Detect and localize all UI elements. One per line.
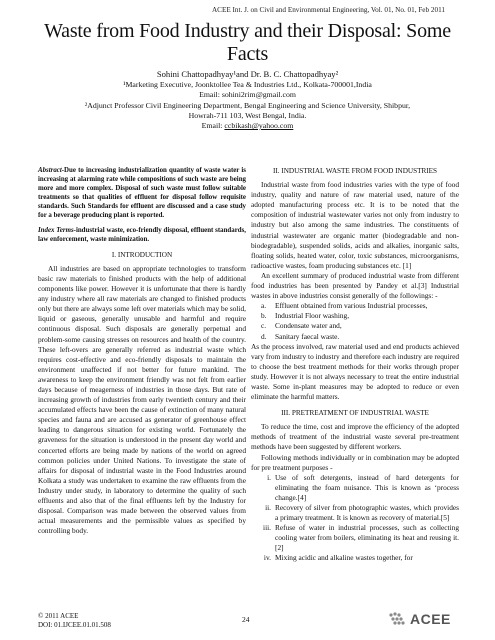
- email-1: Email: sohini2rim@gmail.com: [199, 90, 296, 100]
- journal-header: ACEE Int. J. on Civil and Environmental Engineering, Vol. 01, No. 01, Feb 2011: [211, 6, 445, 14]
- email-2-link[interactable]: ccbikash@yahoo.com: [224, 121, 294, 131]
- left-column: [38, 166, 246, 536]
- list-item: [261, 311, 459, 321]
- abstract-text: Due to increasing industrialization quantity of waste water is increasing at alarming rate while compositions of such waste are being more and more complex. Disposal of such waste must follow suitable treatments so that qualities of effluent for disposal follow requisite standards. Such Standards for effluent are discussed and a case study for a beverage producing plant is reported.: [38, 167, 246, 220]
- list-item-text: Mixing acidic and alkaline wastes together, for: [275, 553, 413, 563]
- waste-types-list: [251, 301, 459, 341]
- footer-info: [38, 612, 111, 629]
- index-terms-label: Index Terms-: [38, 226, 76, 234]
- logo-dots-icon: [388, 611, 408, 627]
- list-item: [265, 473, 459, 503]
- list-item: [261, 321, 459, 331]
- affiliation-2-line-1: ²Adjunct Professor Civil Engineering Department, Bengal Engineering and Science University, Shibpur,: [84, 100, 411, 110]
- list-marker: a.: [261, 301, 267, 311]
- acee-logo: [388, 611, 451, 627]
- copyright: © 2011 ACEE: [38, 612, 79, 620]
- list-item-text: Effluent obtained from various Industrial processes,: [275, 301, 428, 311]
- list-item-text: Use of soft detergents, instead of hard detergents for eliminating the foam nuisance. This is known as ‘process change.[4]: [275, 472, 459, 502]
- index-terms-text: industrial waste, eco-friendly disposal, effluent standards, law enforcement, waste minimization.: [38, 226, 246, 243]
- doi: DOI: 01.IJCEE.01.01.508: [38, 620, 111, 629]
- list-marker: d.: [261, 331, 267, 341]
- section-3-paragraph-1: To reduce the time, cost and improve the efficiency of the adopted methods of treatment of the industrial waste several pre-treatment methods have been suggested by different workers.: [251, 422, 459, 452]
- list-item-text: Condensate water and,: [275, 321, 342, 331]
- affiliation-1: ¹Marketing Executive, Joonktollee Tea & Industries Ltd., Kolkata-700001,India: [123, 80, 372, 90]
- list-item: [261, 301, 459, 311]
- affiliation-2-line-2: Howrah-711 103, West Bengal, India.: [188, 110, 307, 120]
- abstract: [38, 166, 246, 221]
- list-item: [265, 523, 459, 553]
- section-heading-introduction: I. INTRODUCTION: [111, 250, 173, 259]
- list-item-text: Recovery of silver from photographic wastes, which provides a primary treatment. It is known as recovery of material.[5]: [275, 503, 459, 523]
- email-2-line: [40, 121, 455, 131]
- list-item-text: Sanitary faecal waste.: [275, 331, 340, 341]
- paper-title: Waste from Food Industry and their Disposal: Some Facts: [44, 20, 451, 65]
- list-item: [265, 553, 459, 563]
- section-2-paragraph-3: As the process involved, raw material used and end products achieved vary from industry to industry and therefore each industry are required to choose the best treatment methods for their works through proper study. However it is not always necessary to treat the entire industrial waste. Some in-plant measures may be adopted to reduce or even eliminate the harmful matters.: [251, 341, 459, 402]
- list-item: [261, 331, 459, 342]
- index-terms: [38, 226, 246, 244]
- section-2-paragraph-1: Industrial waste from food industries varies with the type of food industry, quality and nature of raw material used, nature of the adopted manufacturing process etc. It is to be noted that the composition of industrial wastewater varies not only from industry to industry but also among the same industries. The constituents of industrial wastewater are organic matter (biodegradable and non-biodegradable), suspended solids, acids and alkalies, inorganic salts, floating solids, heated water, color, toxic substances, microorganisms, radioactive wastes, foam producing substances etc. [1]: [251, 180, 459, 270]
- list-marker: c.: [261, 321, 267, 331]
- section-heading-pretreatment: III. PRETREATMENT OF INDUSTRIAL WASTE: [281, 409, 429, 418]
- right-column: [251, 166, 459, 564]
- author-block: [40, 69, 455, 131]
- pretreatment-methods-list: [251, 473, 459, 564]
- email-2-prefix: Email:: [201, 121, 225, 131]
- list-item: [265, 503, 459, 523]
- section-2-paragraph-2: An excellent summary of produced industrial waste from different food industries has been presented by Pandey et al.[3] Industrial wastes in above industries consist generally of the followings: -: [251, 270, 459, 301]
- introduction-paragraph: All industries are based on appropriate technologies to transform basic raw materials to finished products with the help of additional components like power. However it is unfortunate that there is hardly any industry where all raw materials are changed to finished products only but there are always some left over materials which may be solid, liquid or gaseous, generally unusable and harmful and require continuous disposal. Such disposals are generally perpetual and problem-some causing stresses on resources and health of the country. These left-overs are generally referred as industrial waste which requires cost-effective and eco-friendly disposals to maintain the environment unaffected if not better for future mankind. The awareness to keep the environment friendly was not felt from earlier days because of meagerness of industries in those days. But rate of increasing growth of industries from early twentieth century and their accumulated effects have been the cause of extinction of many natural species and fauna and are accused as generator of greenhouse effect leading to dangerous situation for existing world. Fortunately the graveness for the situation is understood in the present day world and concerted efforts are being made by nations of the world on agreed common policies under United Nations. To investigate the state of affairs for disposal of industrial waste in the Food Industries around Kolkata a study was undertaken to examine the raw effluents from the Industry under study, in laboratory to determine the quality of such effluents and also that of the final effluents left by the Industry for disposal. Comparison was made between the observed values from actual measurements and the permissible values as specified by controlling body.: [38, 263, 246, 536]
- logo-text: ACEE: [410, 611, 451, 627]
- list-marker: iv.: [263, 553, 271, 563]
- list-marker: i.: [267, 472, 271, 482]
- list-marker: ii.: [265, 503, 271, 512]
- section-3-paragraph-2: Following methods individually or in combination may be adopted for pre treatment purposes -: [251, 452, 459, 472]
- section-heading-industrial-waste: II. INDUSTRIAL WASTE FROM FOOD INDUSTRIES: [272, 167, 438, 175]
- abstract-label: Abstract-: [38, 167, 65, 174]
- page-number: 24: [242, 615, 250, 624]
- list-marker: iii.: [263, 523, 271, 533]
- list-marker: b.: [261, 311, 267, 321]
- list-item-text: Refuse of water in industrial processes, such as collecting cooling water from boilers, eliminating its heat and reusing it.[2]: [275, 523, 459, 553]
- list-item-text: Industrial Floor washing,: [275, 311, 350, 321]
- author-names: Sohini Chattopadhyay¹and Dr. B. C. Chattopadhyay²: [156, 69, 339, 79]
